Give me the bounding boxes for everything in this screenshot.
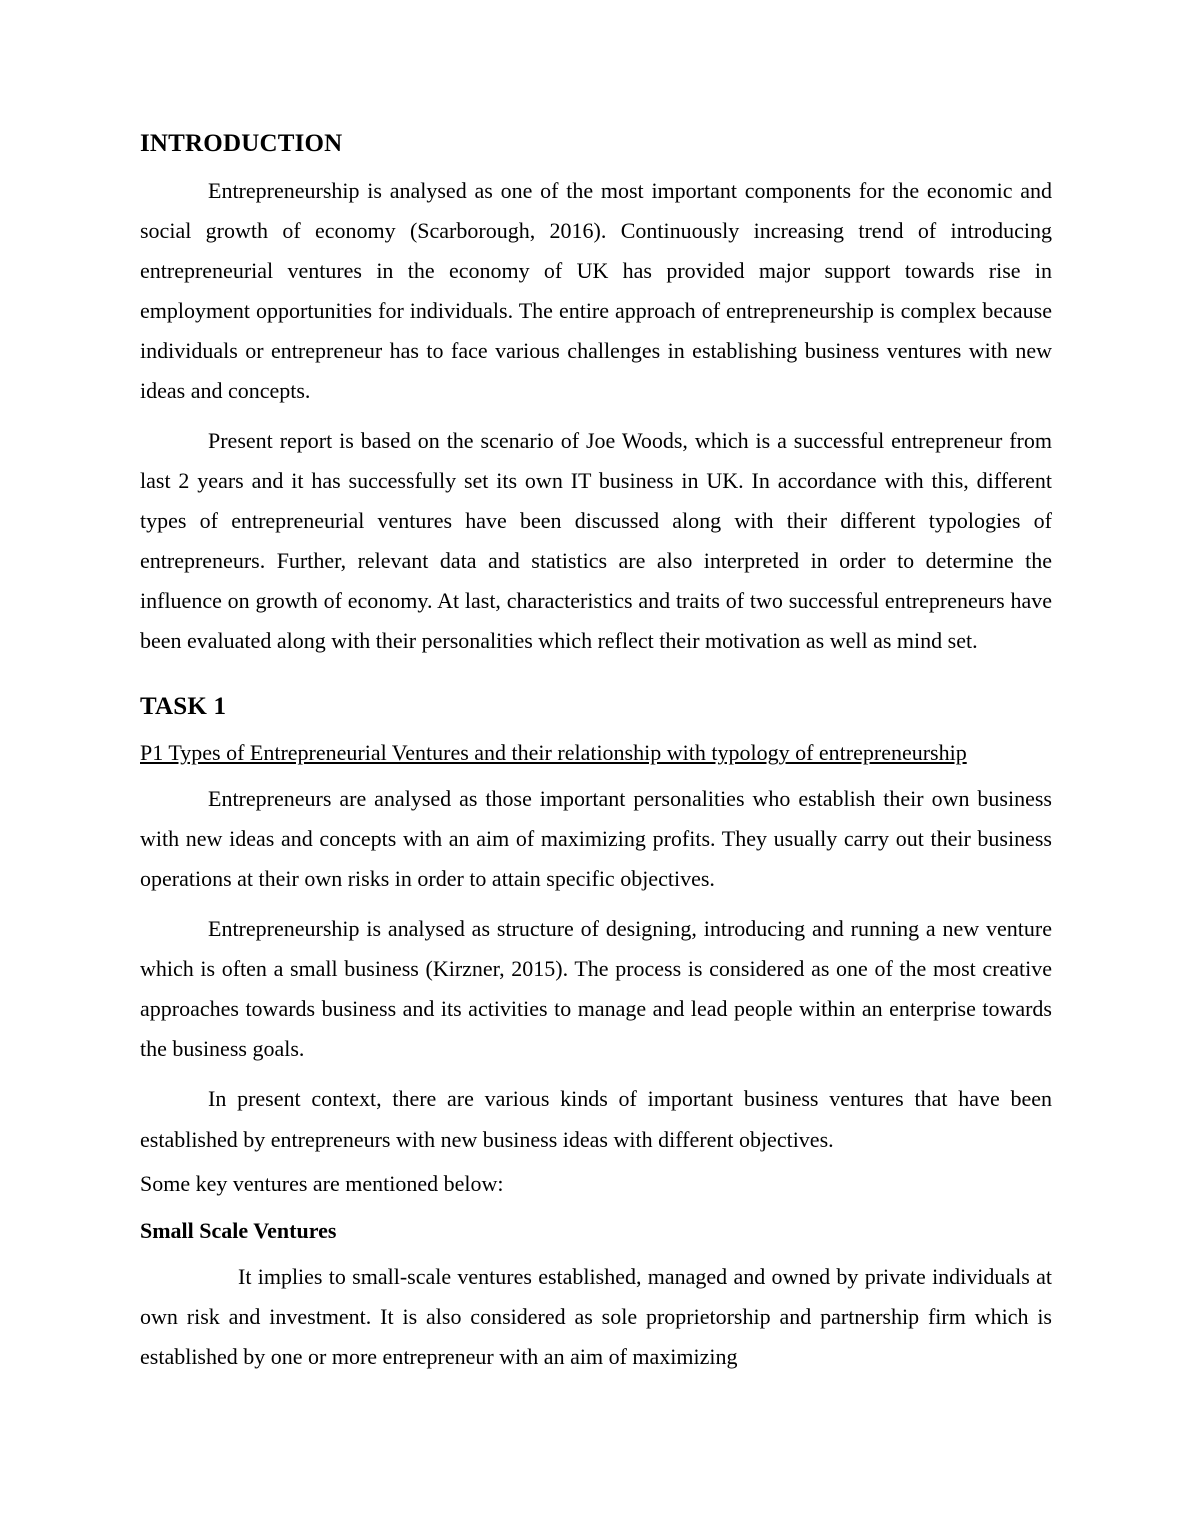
paragraph-task1-3: In present context, there are various kinds of important business ventures that have been established by entrepreneurs with new business ideas with different objectives. bbox=[140, 1086, 1052, 1152]
paragraph-intro-1: Entrepreneurship is analysed as one of the most important components for the economic and social growth of economy (Scarborough, 2016). Continuously increasing trend of introducing entrepreneurial ventures in the economy of UK has provided major support towards rise in employment opportunities for individuals. The entire approach of entrepreneurship is complex because individuals or entrepreneur has to face various challenges in establishing business ventures with new ideas and concepts. bbox=[140, 177, 1052, 403]
paragraph-small-scale-ventures: It implies to small-scale ventures established, managed and owned by private individuals at own risk and investment. It is also considered as sole proprietorship and partnership firm which is established by one or more entrepreneur with an aim of maximizing bbox=[140, 1263, 1052, 1369]
subheading-p1: P1 Types of Entrepreneurial Ventures and their relationship with typology of entrepreneurship bbox=[140, 740, 967, 766]
heading-small-scale-ventures: Small Scale Ventures bbox=[140, 1217, 337, 1243]
document-body bbox=[140, 128, 1052, 1377]
paragraph-ventures-lead-in: Some key ventures are mentioned below: bbox=[140, 1170, 504, 1196]
paragraph-task1-1: Entrepreneurs are analysed as those important personalities who establish their own business with new ideas and concepts with an aim of maximizing profits. They usually carry out their business operations at their own risks in order to attain specific objectives. bbox=[140, 786, 1052, 892]
heading-task-1: TASK 1 bbox=[140, 692, 227, 720]
paragraph-intro-2: Present report is based on the scenario of Joe Woods, which is a successful entrepreneur from last 2 years and it has successfully set its own IT business in UK. In accordance with this, different types of entrepreneurial ventures have been discussed along with their different typologies of entrepreneurs. Further, relevant data and statistics are also interpreted in order to determine the influence on growth of economy. At last, characteristics and traits of two successful entrepreneurs have been evaluated along with their personalities which reflect their motivation as well as mind set. bbox=[140, 427, 1052, 653]
paragraph-task1-2: Entrepreneurship is analysed as structure of designing, introducing and running a new venture which is often a small business (Kirzner, 2015). The process is considered as one of the most creative approaches towards business and its activities to manage and lead people within an enterprise towards the business goals. bbox=[140, 916, 1052, 1062]
heading-introduction: INTRODUCTION bbox=[140, 130, 343, 157]
